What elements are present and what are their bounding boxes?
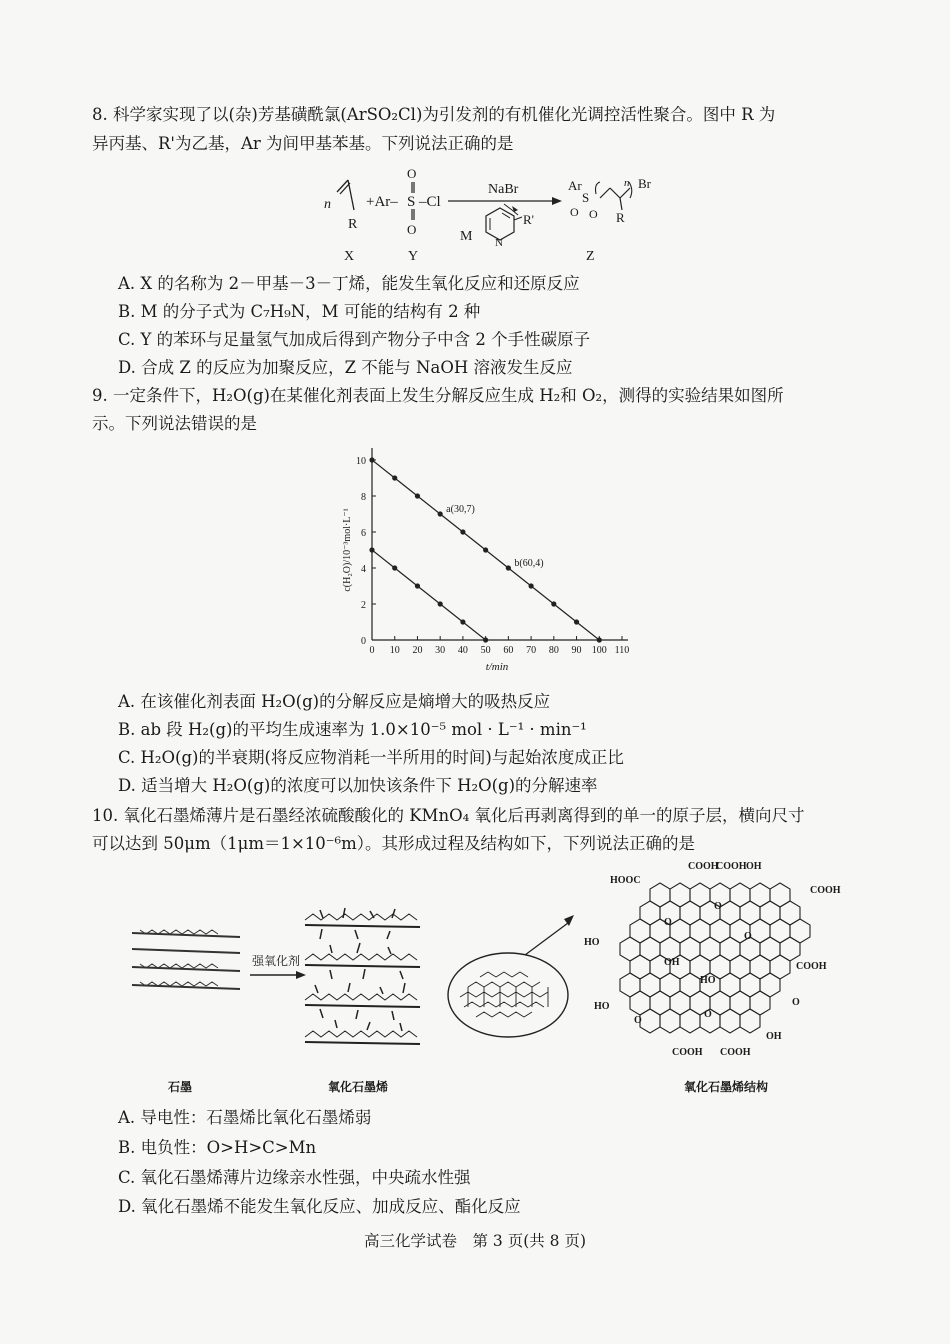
z-S: S <box>582 190 590 205</box>
y-axis-label: c(H₂O)/10⁻³mol·L⁻¹ <box>342 508 353 592</box>
graphite-illustration <box>130 925 250 995</box>
x-tick-label: 60 <box>503 645 514 656</box>
y-plus-ar: +Ar– <box>366 194 398 210</box>
data-point <box>574 619 579 624</box>
go-group-cooh-right2: COOH <box>796 961 827 972</box>
go-group-oh-bottom: OH <box>766 1031 782 1042</box>
data-point <box>528 583 533 588</box>
go-group-oh-mid: OH <box>664 957 680 968</box>
y-tick-label: 4 <box>361 564 366 575</box>
go-group-cooh-bottom2: COOH <box>720 1047 751 1058</box>
go-group-o-5: O <box>704 1009 712 1020</box>
go-group-cooh-top1: COOH <box>688 861 719 872</box>
x-n: n <box>324 197 331 212</box>
graphene-oxide-illustration <box>300 905 430 1055</box>
q8-option-a: A. X 的名称为 2－甲基－3－丁烯，能发生氧化反应和还原反应 <box>118 274 580 293</box>
oxidant-label: 强氧化剂 <box>252 954 301 968</box>
q10-option-c: C. 氧化石墨烯薄片边缘亲水性强，中央疏水性强 <box>118 1168 471 1187</box>
go-structure-label: 氧化石墨烯结构 <box>684 1080 769 1094</box>
q8-stem-line2: 异丙基、R'为乙基，Ar 为间甲基苯基。下列说法正确的是 <box>92 134 514 153</box>
x-axis-label: t/min <box>485 661 509 673</box>
data-point <box>438 601 443 606</box>
y-Cl: –Cl <box>419 194 441 210</box>
q10-option-b: B. 电负性：O>H>C>Mn <box>118 1138 317 1157</box>
x-tick-label: 110 <box>614 645 630 656</box>
q9-option-b: B. ab 段 H₂(g)的平均生成速率为 1.0×10⁻⁵ mol · L⁻¹ · min⁻¹ <box>118 720 587 739</box>
z-Ar: Ar <box>568 178 582 193</box>
go-group-o-3: O <box>744 931 752 942</box>
label-Y: Y <box>408 249 419 264</box>
x-tick-label: 50 <box>480 645 491 656</box>
q9-chart <box>330 440 640 680</box>
z-Br: Br <box>638 176 651 191</box>
y-O-top: O <box>407 166 417 181</box>
annotation-b: b(60,4) <box>514 558 544 569</box>
y-tick-label: 0 <box>361 636 366 647</box>
go-group-cooh-top2: COOH <box>716 861 747 872</box>
graphene-oxide-label: 氧化石墨烯 <box>328 1080 389 1094</box>
m-Rp: R' <box>523 212 535 227</box>
q8-option-b: B. M 的分子式为 C₇H₉N，M 可能的结构有 2 种 <box>118 302 481 321</box>
data-point <box>506 565 511 570</box>
q8-stem-line1: 8. 科学家实现了以(杂)芳基磺酰氯(ArSO₂Cl)为引发剂的有机催化光调控活性聚合。图中 R 为 <box>92 105 776 124</box>
label-X: X <box>344 249 355 264</box>
z-R: R <box>616 210 625 225</box>
x-tick-label: 80 <box>548 645 559 656</box>
q8-reaction-scheme <box>300 160 680 265</box>
y-tick-label: 10 <box>356 456 366 467</box>
data-point <box>597 637 602 642</box>
data-point <box>392 565 397 570</box>
go-group-ho-left: HO <box>584 937 600 948</box>
q10-stem-line1: 10. 氧化石墨烯薄片是石墨经浓硫酸酸化的 KMnO₄ 氧化后再剥离得到的单一的原子层，横向尺寸 <box>92 806 805 825</box>
graphite-label: 石墨 <box>168 1080 193 1094</box>
go-group-o-1: O <box>664 917 672 928</box>
x-tick-label: 20 <box>412 645 423 656</box>
go-group-o-2: O <box>714 901 722 912</box>
m-N: N <box>495 237 503 249</box>
x-R: R <box>348 217 358 232</box>
y-S: S <box>407 194 416 210</box>
go-structure <box>580 855 850 1085</box>
y-O-bottom: O <box>407 222 417 237</box>
x-tick-label: 70 <box>526 645 537 656</box>
go-group-cooh-bottom1: COOH <box>672 1047 703 1058</box>
data-point <box>438 511 443 516</box>
data-point <box>483 547 488 552</box>
page-footer: 高三化学试卷 第 3 页(共 8 页) <box>363 1232 587 1250</box>
q10-option-a: A. 导电性：石墨烯比氧化石墨烯弱 <box>118 1108 372 1127</box>
y-tick-label: 6 <box>361 528 366 539</box>
q9-option-c: C. H₂O(g)的半衰期(将反应物消耗一半所用的时间)与起始浓度成正比 <box>118 748 624 767</box>
data-point <box>369 547 374 552</box>
x-tick-label: 10 <box>389 645 400 656</box>
m-label: M <box>460 229 473 244</box>
q10-option-d: D. 氧化石墨烯不能发生氧化反应、加成反应、酯化反应 <box>118 1197 521 1216</box>
oxidant-arrow <box>248 968 308 982</box>
data-point <box>415 493 420 498</box>
data-point <box>551 601 556 606</box>
q9-option-d: D. 适当增大 H₂O(g)的浓度可以加快该条件下 H₂O(g)的分解速率 <box>118 776 598 795</box>
q9-stem-line2: 示。下列说法错误的是 <box>92 414 257 433</box>
z-O-left: O <box>570 205 579 219</box>
go-group-hooc: HOOC <box>610 875 641 886</box>
y-tick-label: 8 <box>361 492 366 503</box>
label-Z: Z <box>586 249 595 264</box>
z-O-right: O <box>589 207 598 221</box>
data-point <box>460 529 465 534</box>
z-n: n <box>624 177 630 189</box>
go-group-ho-bottom: HO <box>594 1001 610 1012</box>
q10-stem-line2: 可以达到 50μm（1μm＝1×10⁻⁶m）。其形成过程及结构如下，下列说法正确的是 <box>92 834 696 853</box>
data-point <box>392 475 397 480</box>
y-tick-label: 2 <box>361 600 366 611</box>
zoom-sheet <box>440 895 590 1045</box>
q9-option-a: A. 在该催化剂表面 H₂O(g)的分解反应是熵增大的吸热反应 <box>118 692 551 711</box>
data-point <box>460 619 465 624</box>
x-tick-label: 0 <box>369 645 375 656</box>
x-tick-label: 40 <box>457 645 468 656</box>
annotation-a: a(30,7) <box>446 504 475 515</box>
series-line-2 <box>372 550 486 640</box>
q8-option-d: D. 合成 Z 的反应为加聚反应，Z 不能与 NaOH 溶液发生反应 <box>118 358 573 377</box>
go-group-ho-mid: HO <box>700 975 716 986</box>
data-point <box>369 457 374 462</box>
data-point <box>415 583 420 588</box>
q9-stem-line1: 9. 一定条件下，H₂O(g)在某催化剂表面上发生分解反应生成 H₂和 O₂，测得的实验结果如图所 <box>92 386 784 405</box>
x-tick-label: 100 <box>591 645 607 656</box>
go-group-o-4: O <box>634 1015 642 1026</box>
q8-option-c: C. Y 的苯环与足量氢气加成后得到产物分子中含 2 个手性碳原子 <box>118 330 591 349</box>
data-point <box>483 637 488 642</box>
x-tick-label: 30 <box>435 645 446 656</box>
x-tick-label: 90 <box>571 645 582 656</box>
go-group-cooh-right: COOH <box>810 885 841 896</box>
reagent-nabr: NaBr <box>488 182 519 197</box>
go-group-oh-top: OH <box>746 861 762 872</box>
go-group-o-6: O <box>792 997 800 1008</box>
